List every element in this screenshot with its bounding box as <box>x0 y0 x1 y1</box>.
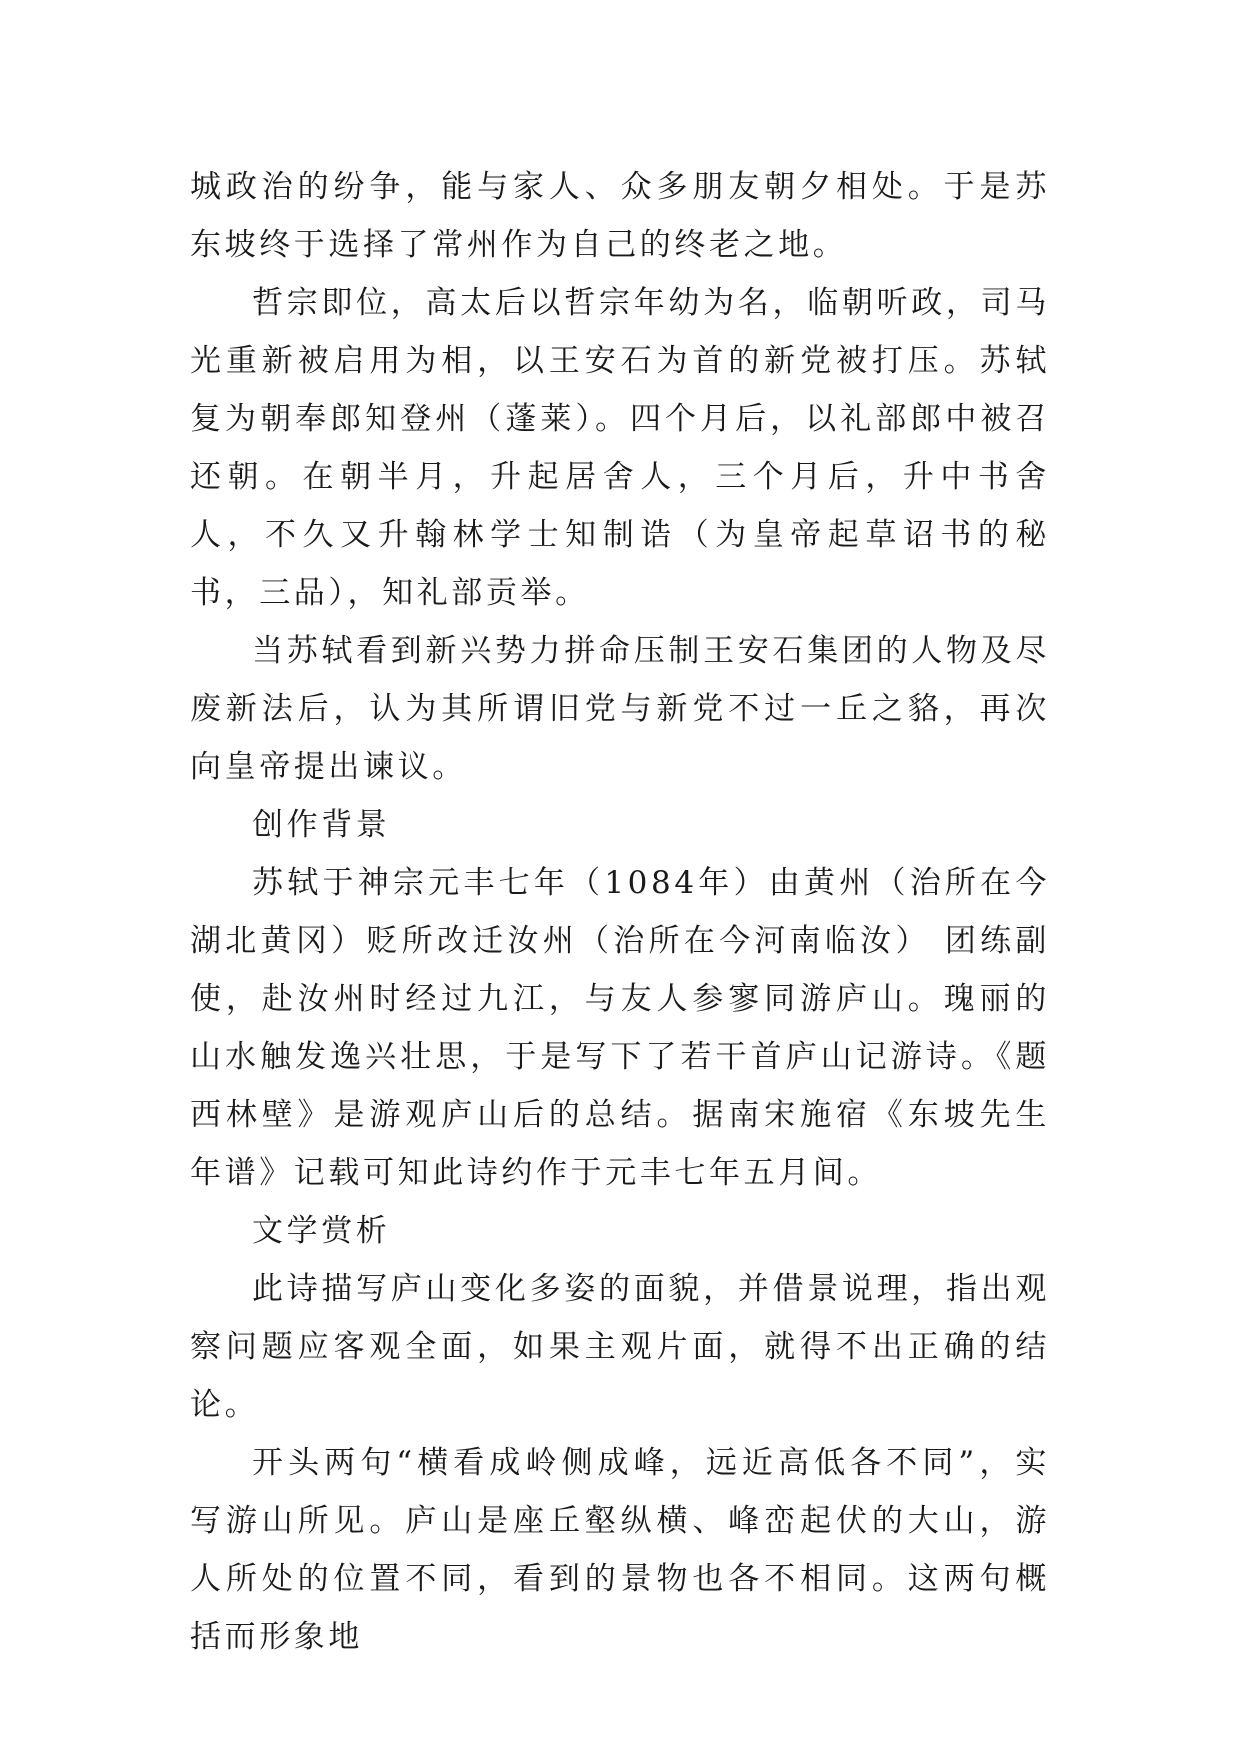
document-body <box>190 158 1050 1666</box>
paragraph-background: 苏轼于神宗元丰七年（1084年）由黄州（治所在今湖北黄冈）贬所改迁汝州（治所在今河南临汝） 团练副使，赴汝州时经过九江，与友人参寥同游庐山。瑰丽的山水触发逸兴壮思，于是写下了若干首庐山记游诗。《题西林壁》是游观庐山后的总结。据南宋施宿《东坡先生年谱》记载可知此诗约作于元丰七年五月间。 <box>190 865 1050 1191</box>
paragraph-zhezong-accession: 哲宗即位，高太后以哲宗年幼为名，临朝听政，司马光重新被启用为相，以王安石为首的新党被打压。苏轼复为朝奉郎知登州（蓬莱）。四个月后，以礼部郎中被召还朝。在朝半月，升起居舍人，三个月后，升中书舍人，不久又升翰林学士知制诰（为皇帝起草诏书的秘书，三品），知礼部贡举。 <box>190 285 1050 611</box>
paragraph-remonstrance: 当苏轼看到新兴势力拼命压制王安石集团的人物及尽废新法后，认为其所谓旧党与新党不过一丘之貉，再次向皇帝提出谏议。 <box>190 633 1050 785</box>
section-heading-appreciation: 文学赏析 <box>252 1213 391 1249</box>
paragraph-continuation: 城政治的纷争，能与家人、众多朋友朝夕相处。于是苏东坡终于选择了常州作为自己的终老之地。 <box>190 169 1050 263</box>
paragraph-appreciation-intro: 此诗描写庐山变化多姿的面貌，并借景说理，指出观察问题应客观全面，如果主观片面，就得不出正确的结论。 <box>190 1271 1050 1423</box>
section-heading-background: 创作背景 <box>252 807 391 843</box>
paragraph-opening-lines: 开头两句“横看成岭侧成峰，远近高低各不同”，实写游山所见。庐山是座丘壑纵横、峰峦起伏的大山，游人所处的位置不同，看到的景物也各不相同。这两句概括而形象地 <box>190 1445 1050 1655</box>
